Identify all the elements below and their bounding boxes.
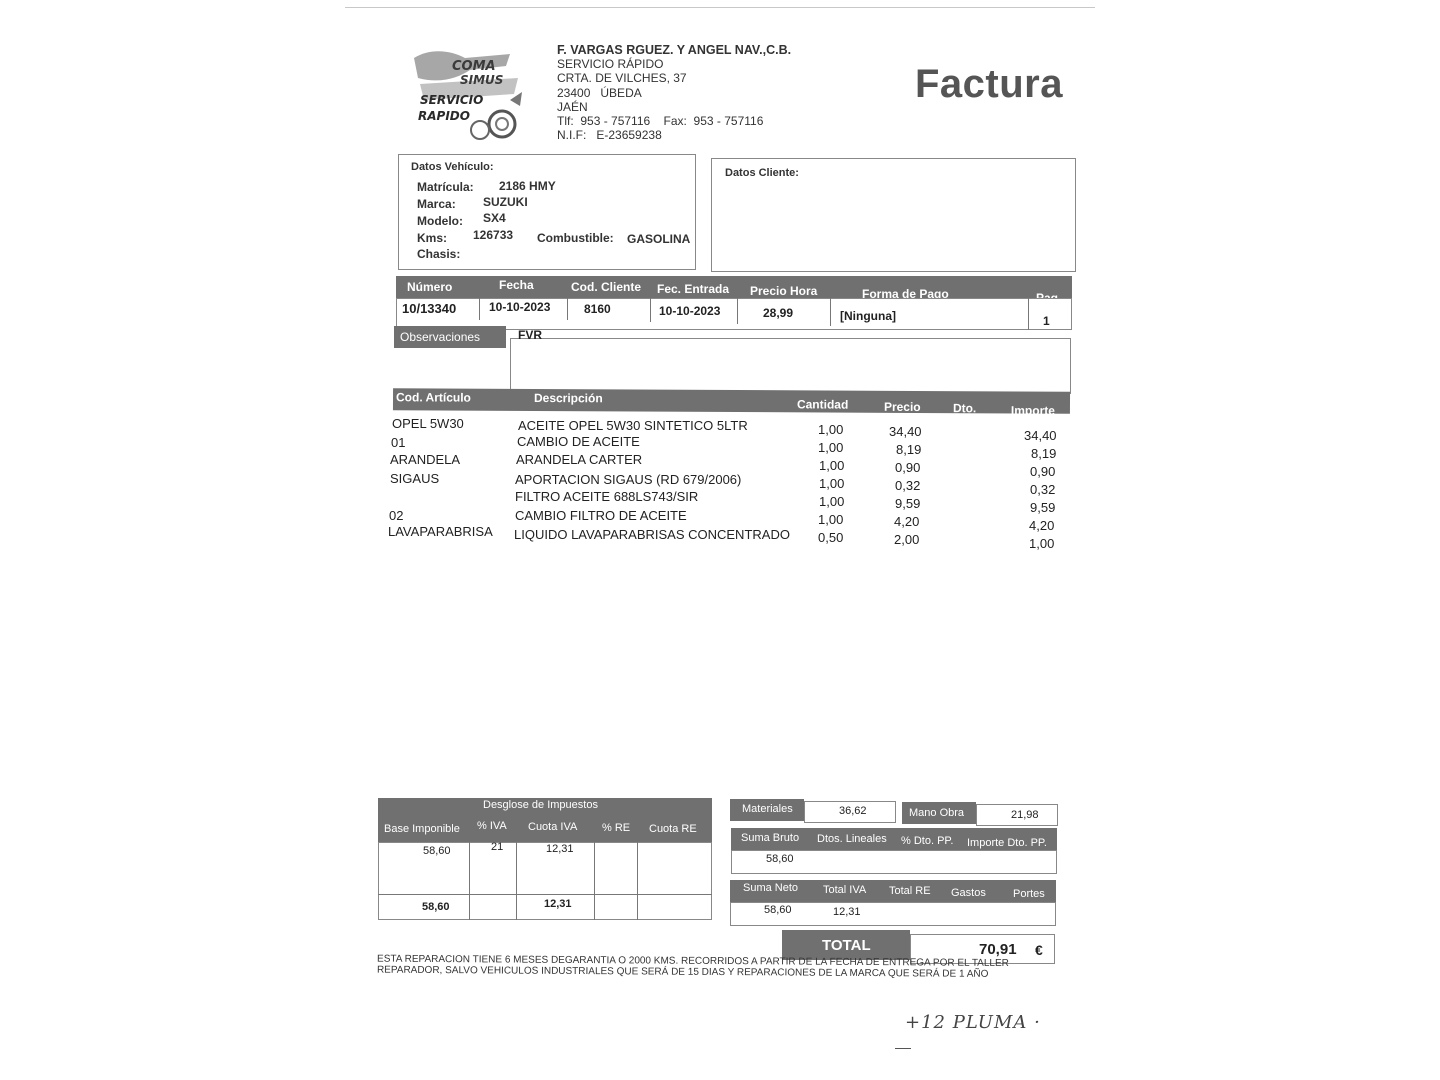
item-code: OPEL 5W30 — [392, 416, 464, 431]
neto-value-1: 12,31 — [833, 906, 861, 918]
company-line1: SERVICIO RÁPIDO — [557, 57, 664, 72]
header-divider — [567, 298, 568, 320]
fec-entrada-value: 10-10-2023 — [659, 304, 721, 318]
col-precio: Precio — [883, 399, 921, 414]
item-qty: 1,00 — [818, 422, 844, 437]
tax-total-divider — [378, 894, 712, 895]
company-postal-code: 23400 — [557, 85, 591, 100]
item-qty: 1,00 — [819, 494, 845, 509]
document-title: Factura — [915, 62, 1063, 106]
bruto-col-2: % Dto. PP. — [901, 835, 954, 847]
kms-value: 126733 — [473, 228, 514, 242]
item-price: 34,40 — [889, 424, 922, 439]
neto-col-1: Total IVA — [823, 884, 867, 896]
materiales-value: 36,62 — [839, 805, 867, 817]
neto-col-3: Gastos — [951, 887, 986, 899]
tax-iva-pct-value: 21 — [491, 841, 504, 853]
col-fecha: Fecha — [499, 278, 534, 292]
header-table-bar — [396, 276, 1072, 305]
company-city-line — [557, 86, 791, 100]
items-header-bar — [393, 388, 1070, 418]
col-descripcion: Descripción — [533, 390, 603, 406]
item-code: 02 — [389, 508, 404, 523]
company-province: JAÉN — [557, 99, 588, 114]
item-desc: APORTACION SIGAUS (RD 679/2006) — [515, 472, 742, 487]
marca-label: Marca: — [417, 197, 456, 211]
taxes-header-bar — [378, 798, 712, 842]
warranty-note-line1: ESTA REPARACION TIENE 6 MESES DEGARANTIA O 2000 KMS. RECORRIDOS A PARTIR DE LA FECHA DE ENTREGA POR EL TALLER — [377, 953, 1009, 970]
item-qty: 1,00 — [819, 458, 845, 473]
company-name: F. VARGAS RGUEZ. Y ANGEL NAV.,C.B. — [557, 43, 792, 57]
neto-header-bar — [730, 880, 1056, 902]
item-price: 0,90 — [895, 460, 921, 475]
item-amount: 9,59 — [1030, 500, 1056, 515]
item-price: 2,00 — [894, 532, 920, 547]
item-desc: FILTRO ACEITE 688LS743/SIR — [515, 489, 699, 504]
mano-obra-label: Mano Obra — [909, 807, 965, 819]
vehicle-data-box — [398, 154, 696, 270]
observaciones-box — [510, 338, 1071, 394]
tax-col-base: Base Imponible — [384, 823, 460, 835]
fax-value: 953 - 757116 — [693, 114, 764, 129]
materiales-label: Materiales — [742, 803, 793, 815]
tax-col-iva-pct: % IVA — [477, 820, 507, 832]
svg-text:SIMUS: SIMUS — [460, 73, 504, 87]
tax-cuota-iva-value: 12,31 — [546, 843, 574, 855]
item-amount: 1,00 — [1029, 536, 1055, 551]
company-info — [557, 43, 791, 142]
item-qty: 0,50 — [818, 530, 844, 545]
item-desc: CAMBIO DE ACEITE — [517, 434, 640, 449]
tax-col-cuota-iva: Cuota IVA — [528, 821, 578, 833]
matricula-label: Matrícula: — [417, 180, 474, 194]
combustible-value: GASOLINA — [627, 232, 691, 246]
neto-col-2: Total RE — [889, 885, 931, 897]
tax-col-re-pct: % RE — [602, 822, 631, 834]
mano-obra-value: 21,98 — [1011, 809, 1039, 821]
item-price: 4,20 — [894, 514, 920, 529]
nif-label: N.I.F: — [557, 128, 587, 143]
item-amount: 4,20 — [1029, 518, 1055, 533]
item-qty: 1,00 — [818, 440, 844, 455]
tax-cuota-iva-total: 12,31 — [544, 898, 572, 910]
observaciones-label-bar — [394, 326, 506, 348]
tax-col-cuota-re: Cuota RE — [649, 823, 697, 835]
client-data-box — [711, 158, 1076, 272]
item-code: LAVAPARABRISA — [388, 524, 493, 539]
item-amount: 8,19 — [1031, 446, 1057, 461]
svg-text:SERVICIO: SERVICIO — [420, 93, 484, 107]
col-cod-cliente: Cod. Cliente — [571, 280, 642, 294]
total-value: 70,91 — [979, 941, 1017, 958]
header-divider — [479, 298, 480, 320]
item-amount: 0,32 — [1030, 482, 1056, 497]
col-numero: Número — [407, 280, 453, 294]
company-address: CRTA. DE VILCHES, 37 — [557, 71, 687, 86]
total-label: TOTAL — [822, 937, 871, 954]
observaciones-text: FVR — [518, 328, 542, 342]
fax-label: Fax: — [663, 114, 687, 129]
svg-text:RAPIDO: RAPIDO — [418, 109, 470, 123]
col-cod-articulo: Cod. Artículo — [395, 390, 471, 405]
matricula-value: 2186 HMY — [499, 179, 556, 193]
company-nif-line — [557, 128, 791, 142]
tax-divider — [469, 842, 470, 920]
handwritten-dash — [895, 1048, 911, 1049]
bruto-value-0: 58,60 — [766, 853, 794, 865]
neto-col-4: Portes — [1013, 888, 1045, 900]
item-amount: 34,40 — [1024, 428, 1057, 443]
header-divider — [650, 298, 651, 322]
chasis-label: Chasis: — [417, 247, 461, 261]
currency-symbol: € — [1035, 942, 1043, 958]
header-divider — [1028, 298, 1029, 330]
item-desc: LIQUIDO LAVAPARABRISAS CONCENTRADO — [514, 527, 790, 542]
tax-divider — [594, 842, 595, 920]
company-city: ÚBEDA — [600, 85, 642, 100]
bruto-col-0: Suma Bruto — [741, 832, 800, 844]
combustible-label: Combustible: — [537, 231, 614, 245]
mano-obra-label-box — [902, 802, 976, 824]
item-price: 9,59 — [895, 496, 921, 511]
col-fec-entrada: Fec. Entrada — [657, 282, 730, 296]
item-price: 0,32 — [895, 478, 921, 493]
bruto-col-3: Importe Dto. PP. — [967, 837, 1047, 849]
phone-value: 953 - 757116 — [580, 114, 651, 129]
vehicle-section-label: Datos Vehículo: — [411, 161, 494, 173]
col-cantidad: Cantidad — [796, 397, 849, 412]
cod-cliente-value: 8160 — [584, 302, 611, 316]
item-code: 01 — [391, 435, 406, 450]
company-phone-line — [557, 114, 791, 128]
precio-hora-value: 28,99 — [763, 306, 794, 320]
numero-value: 10/13340 — [402, 301, 457, 316]
neto-value-0: 58,60 — [764, 904, 792, 916]
header-divider — [830, 298, 831, 326]
item-qty: 1,00 — [819, 476, 845, 491]
item-desc: ACEITE OPEL 5W30 SINTETICO 5LTR — [518, 418, 748, 433]
item-code: ARANDELA — [390, 452, 461, 467]
observaciones-label: Observaciones — [400, 330, 481, 344]
col-forma-pago: Forma de Pago — [862, 287, 949, 301]
total-label-box — [782, 930, 910, 960]
col-dto: Dto. — [952, 401, 977, 416]
item-price: 8,19 — [896, 442, 922, 457]
tax-divider — [637, 842, 638, 920]
company-logo — [410, 44, 526, 142]
pag-value: 1 — [1043, 314, 1050, 328]
marca-value: SUZUKI — [483, 195, 528, 209]
bruto-header-bar — [731, 828, 1057, 850]
tax-base-value: 58,60 — [423, 845, 451, 857]
handwritten-note: +12 PLUMA · — [905, 1012, 1041, 1033]
modelo-label: Modelo: — [417, 214, 463, 228]
materiales-label-box — [730, 799, 804, 821]
neto-col-0: Suma Neto — [743, 882, 799, 894]
col-precio-hora: Precio Hora — [750, 284, 818, 298]
warranty-note-line2: REPARADOR, SALVO VEHICULOS INDUSTRIALES QUE SERÁ DE 15 DIAS Y REPARACIONES DE LA MARCA QUE SERÁ DE 1 AÑO — [376, 964, 989, 980]
kms-label: Kms: — [417, 231, 448, 245]
tax-base-total: 58,60 — [422, 901, 450, 913]
header-divider — [737, 298, 738, 324]
item-qty: 1,00 — [818, 512, 844, 527]
client-section-label: Datos Cliente: — [725, 167, 799, 179]
forma-pago-value: [Ninguna] — [840, 309, 896, 323]
item-code: SIGAUS — [390, 471, 440, 486]
taxes-title: Desglose de Impuestos — [483, 799, 598, 811]
col-pag: Pag. — [1036, 291, 1062, 305]
bruto-col-1: Dtos. Lineales — [817, 833, 887, 845]
col-importe: Importe — [1010, 403, 1056, 418]
modelo-value: SX4 — [483, 211, 506, 225]
nif-value: E-23659238 — [596, 128, 662, 143]
phone-label: Tlf: — [557, 114, 574, 129]
fecha-value: 10-10-2023 — [489, 300, 551, 314]
svg-text:COMA: COMA — [452, 59, 496, 74]
item-amount: 0,90 — [1030, 464, 1056, 479]
tax-divider — [516, 842, 517, 920]
item-desc: CAMBIO FILTRO DE ACEITE — [515, 508, 687, 523]
item-desc: ARANDELA CARTER — [516, 452, 643, 467]
